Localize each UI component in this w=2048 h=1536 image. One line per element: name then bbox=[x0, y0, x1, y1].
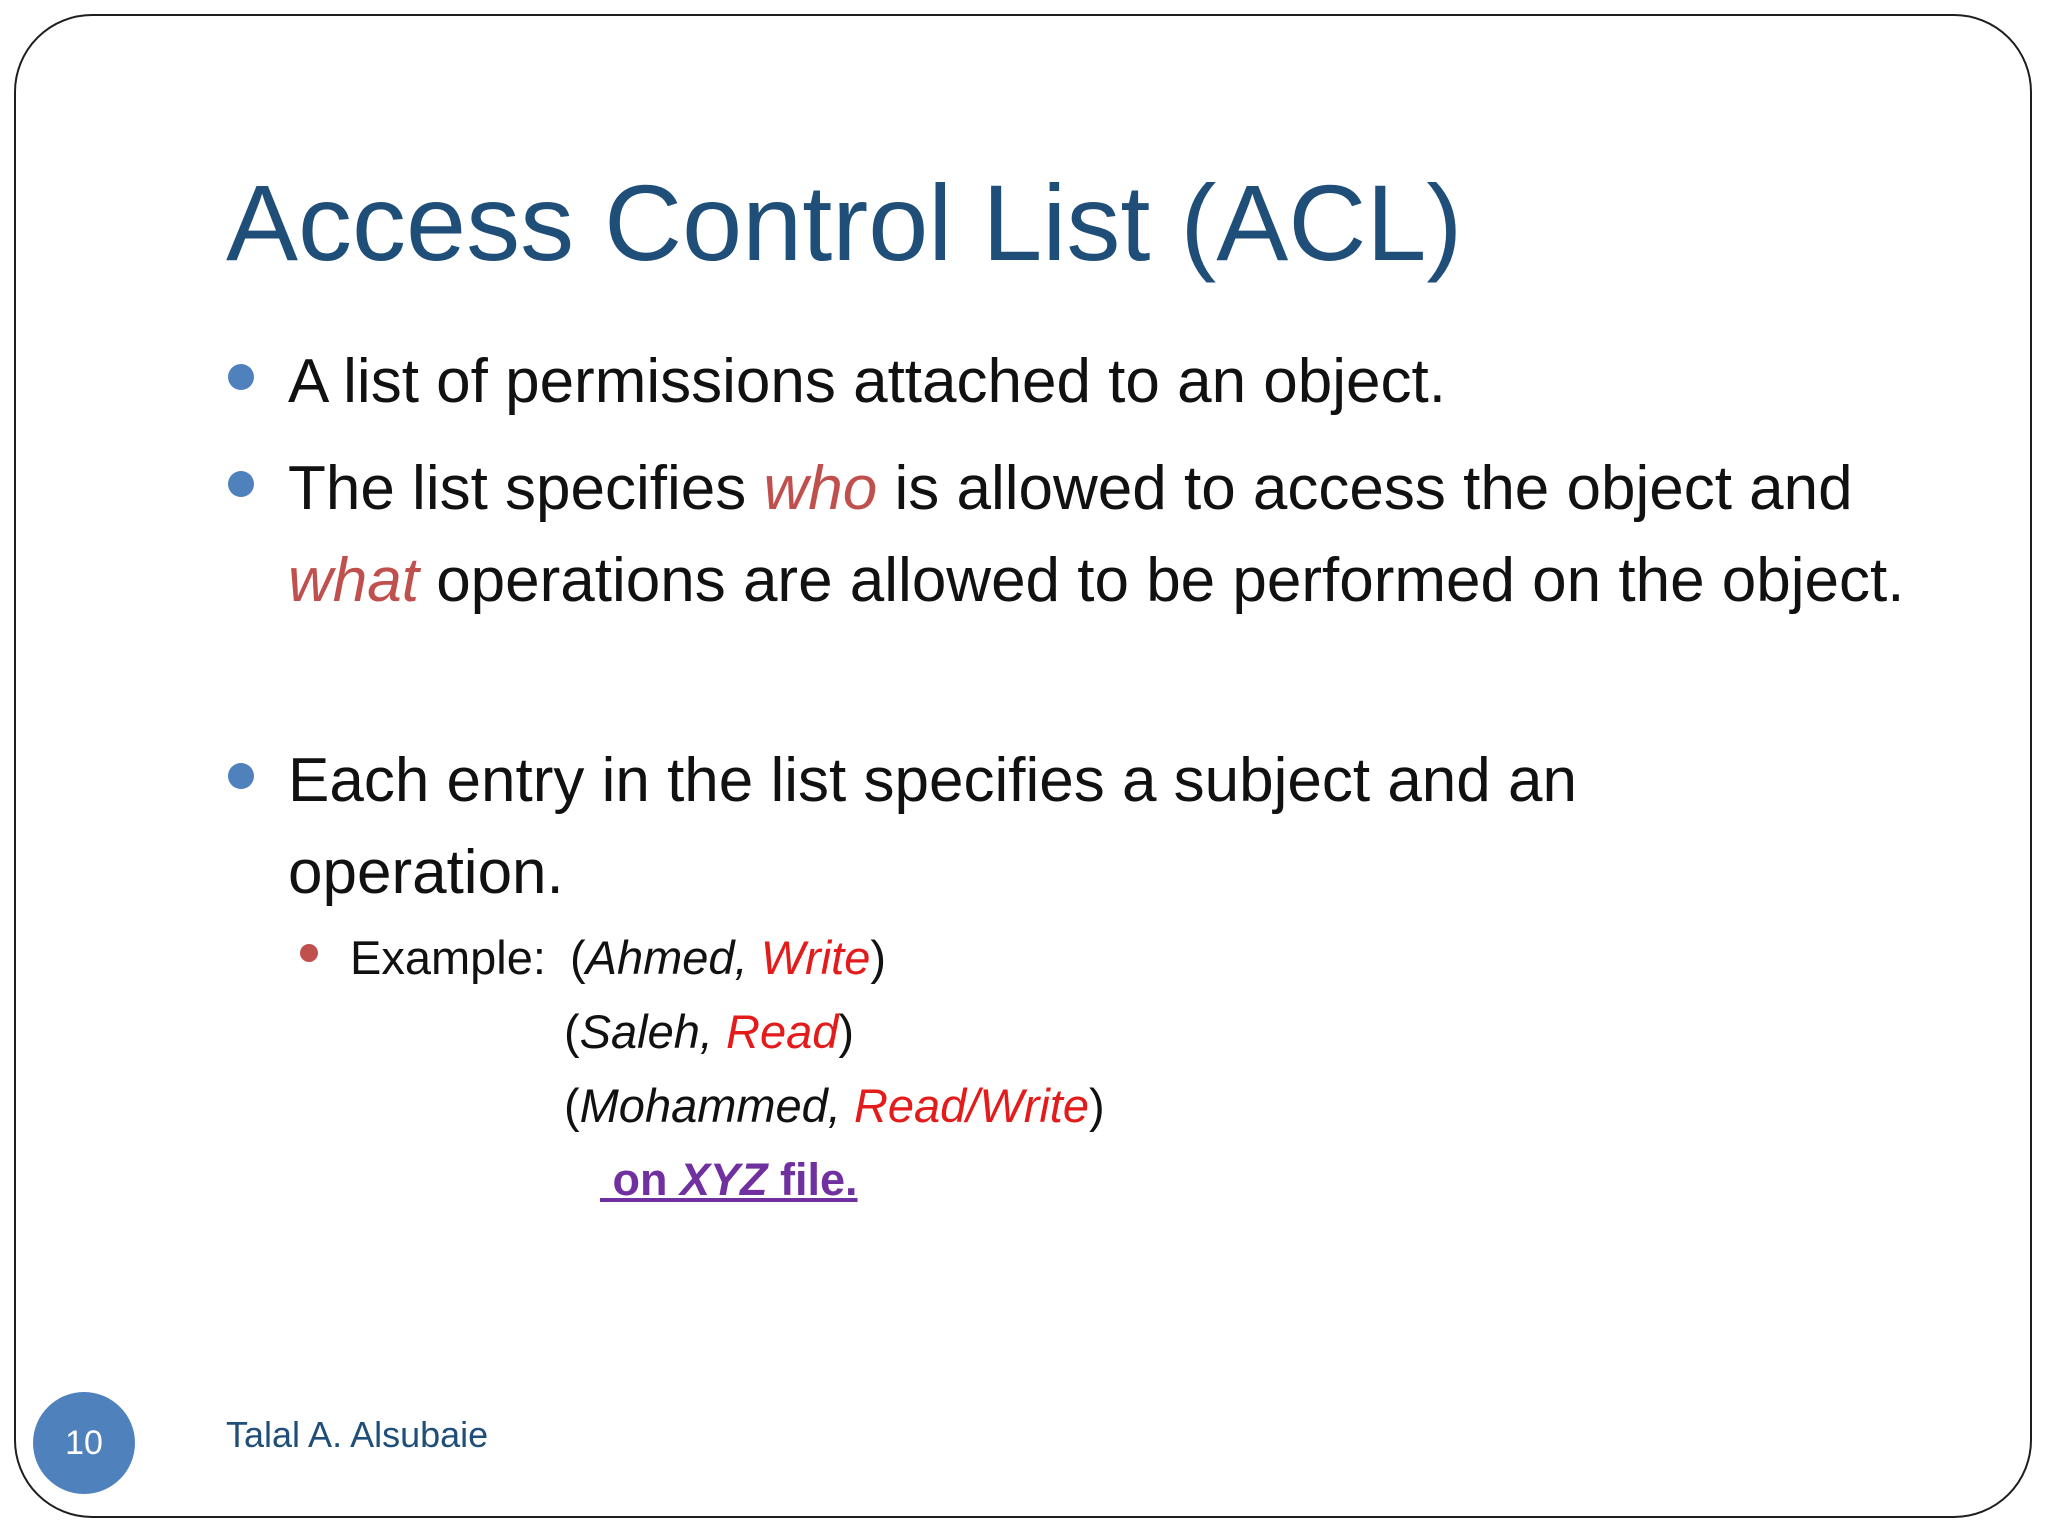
bullet-text-2c: operations are allowed to be performed on the object. bbox=[418, 546, 1905, 615]
operation-name: Read/Write bbox=[853, 1079, 1090, 1132]
example-entry-1: (Ahmed, Write) bbox=[570, 931, 887, 984]
operation-name: Read bbox=[726, 1005, 839, 1058]
subject-name: Ahmed bbox=[585, 931, 735, 984]
bullet-text-3: Each entry in the list specifies a subject and an operation. bbox=[288, 746, 1577, 907]
footer-author: Talal A. Alsubaie bbox=[226, 1414, 489, 1455]
bullet-dot-3 bbox=[228, 763, 254, 789]
bullet-dot-2 bbox=[228, 471, 254, 497]
subject-name: Mohammed bbox=[579, 1079, 828, 1132]
slide-title: Access Control List (ACL) bbox=[226, 162, 1463, 283]
who-emphasis: who bbox=[763, 454, 878, 523]
object-name: XYZ bbox=[679, 1154, 768, 1205]
bullet-text-2b: is allowed to access the object and bbox=[877, 454, 1853, 523]
bullet-text-2a: The list specifies bbox=[288, 454, 764, 523]
operation-name: Write bbox=[760, 931, 871, 984]
bullet-item-2 bbox=[288, 443, 1928, 627]
page-number-badge bbox=[33, 1392, 135, 1494]
bullet-text-1: A list of permissions attached to an object. bbox=[288, 347, 1446, 416]
example-label: Example: bbox=[350, 931, 546, 984]
sub-bullet-dot bbox=[300, 944, 318, 962]
bullet-item-3 bbox=[288, 735, 1788, 919]
subject-name: Saleh bbox=[579, 1005, 700, 1058]
bullet-item-1 bbox=[288, 336, 1928, 428]
example-entry-3: (Mohammed, Read/Write) bbox=[564, 1079, 1105, 1132]
object-file-line: on XYZ file. bbox=[600, 1154, 858, 1205]
example-entry-2: (Saleh, Read) bbox=[564, 1005, 855, 1058]
page-number: 10 bbox=[65, 1423, 103, 1462]
bullet-dot-1 bbox=[228, 364, 254, 390]
what-emphasis: what bbox=[288, 546, 419, 615]
